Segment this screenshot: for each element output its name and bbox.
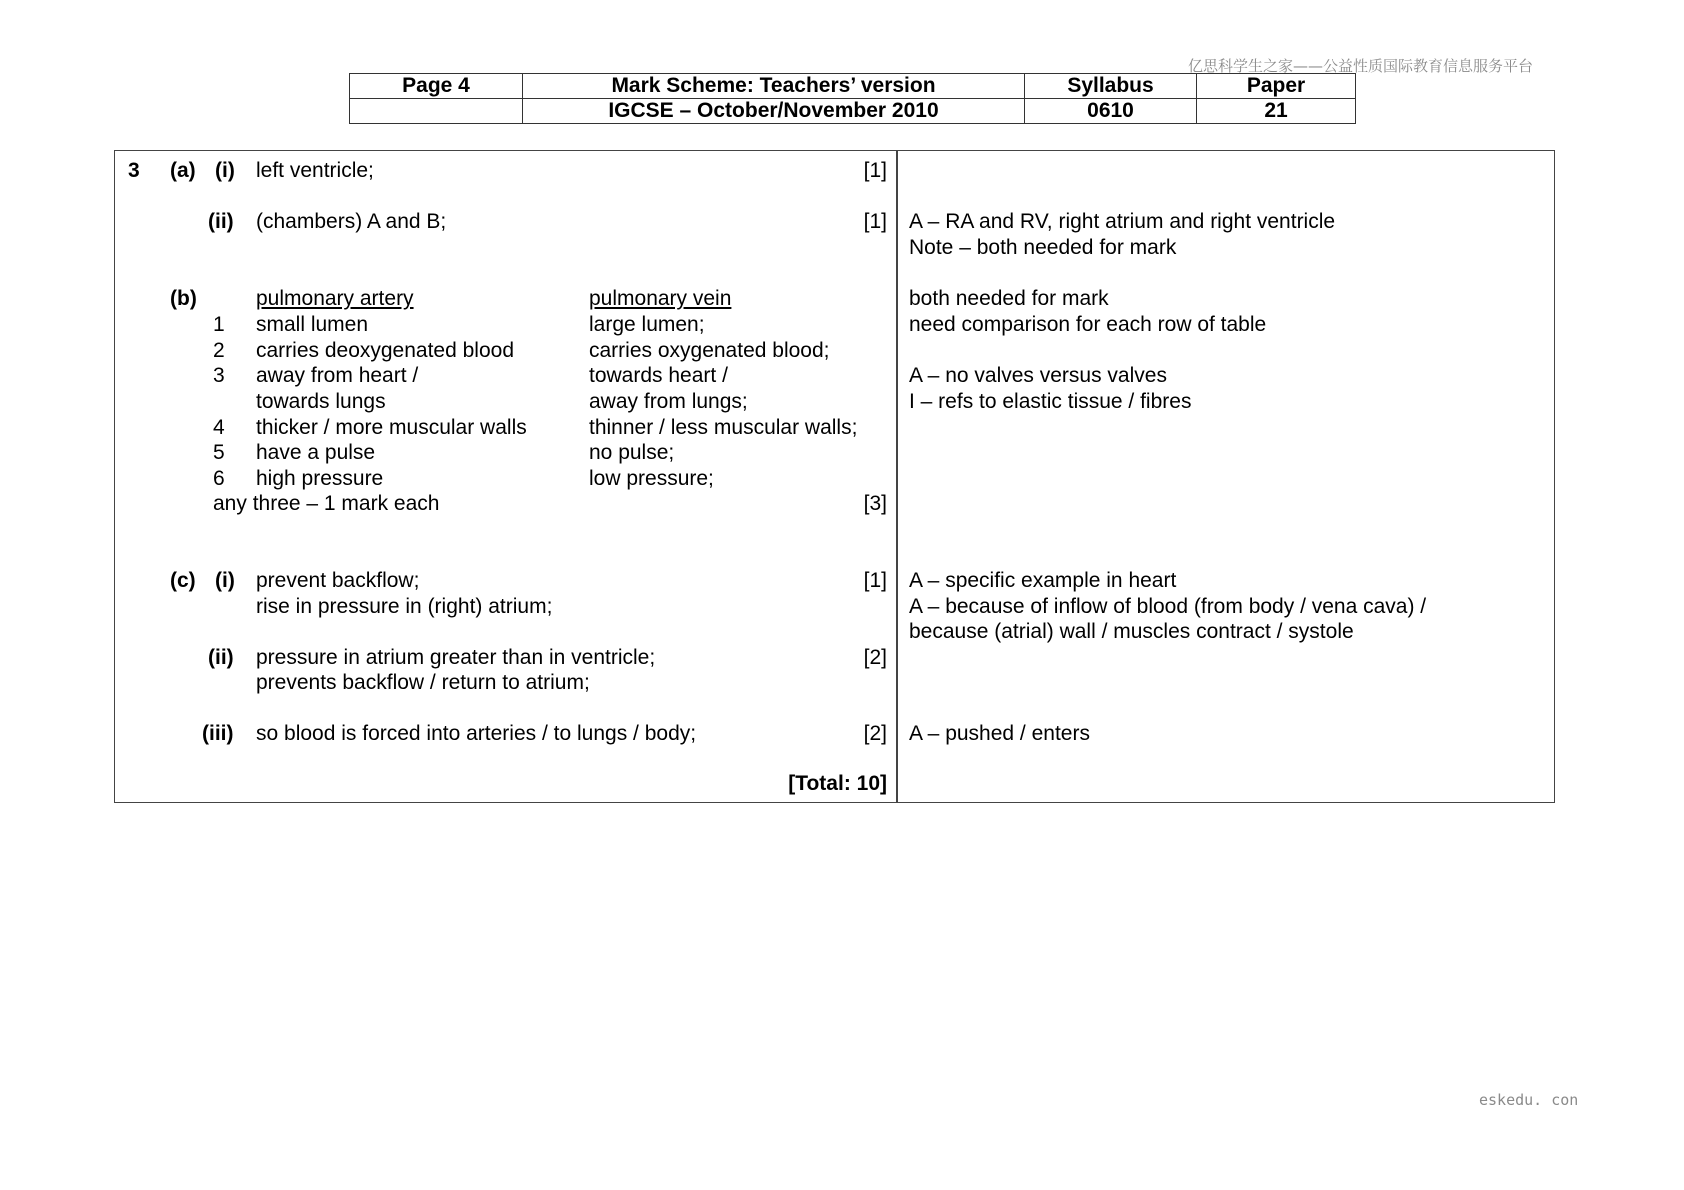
answer-text: pressure in atrium greater than in ventricle; <box>256 646 656 669</box>
artery-feature: carries deoxygenated blood <box>256 339 515 362</box>
mark-scheme-table <box>114 150 1555 803</box>
answer-text: rise in pressure in (right) atrium; <box>256 595 553 618</box>
paper-label: Paper <box>1197 74 1356 99</box>
part-label: (b) <box>170 287 197 310</box>
answer-text: so blood is forced into arteries / to lungs / body; <box>256 722 697 745</box>
guidance-note: Note – both needed for mark <box>909 236 1177 259</box>
mark-allocation: [2] <box>863 722 887 745</box>
mark-allocation: [1] <box>863 569 887 592</box>
header-table <box>349 73 1356 124</box>
vein-feature: towards heart / <box>589 364 728 387</box>
footer-watermark: eskedu. con <box>1479 1091 1579 1109</box>
subpart-label: (ii) <box>208 646 234 669</box>
guidance-note: both needed for mark <box>909 287 1109 310</box>
mark-allocation: [1] <box>863 159 887 182</box>
row-number: 2 <box>213 339 225 362</box>
row-number: 5 <box>213 441 225 464</box>
artery-feature: high pressure <box>256 467 384 490</box>
watermark: 亿思科学生之家——公益性质国际教育信息服务平台 <box>1188 57 1534 75</box>
mark-allocation: [1] <box>863 210 887 233</box>
row-number: 4 <box>213 416 225 439</box>
guidance-note: I – refs to elastic tissue / fibres <box>909 390 1192 413</box>
header-row <box>350 99 1356 124</box>
table-column-header: pulmonary artery <box>256 287 414 310</box>
vein-feature: low pressure; <box>589 467 714 490</box>
syllabus-label: Syllabus <box>1025 74 1197 99</box>
guidance-note: need comparison for each row of table <box>909 313 1267 336</box>
paper-number: 21 <box>1197 99 1356 124</box>
artery-feature: small lumen <box>256 313 369 336</box>
artery-feature: towards lungs <box>256 390 386 413</box>
subpart-label: (iii) <box>202 722 234 745</box>
answer-instruction: any three – 1 mark each <box>213 492 440 515</box>
row-number: 3 <box>213 364 225 387</box>
guidance-note: A – no valves versus valves <box>909 364 1167 387</box>
answer-text: (chambers) A and B; <box>256 210 447 233</box>
guidance-note: A – pushed / enters <box>909 722 1090 745</box>
table-column-header: pulmonary vein <box>589 287 732 310</box>
answer-text: prevent backflow; <box>256 569 420 592</box>
artery-feature: away from heart / <box>256 364 419 387</box>
vein-feature: large lumen; <box>589 313 705 336</box>
vein-feature: away from lungs; <box>589 390 748 413</box>
artery-feature: have a pulse <box>256 441 376 464</box>
mark-allocation: [3] <box>863 492 887 515</box>
document-title: Mark Scheme: Teachers’ version <box>523 74 1025 99</box>
row-number: 1 <box>213 313 225 336</box>
vein-feature: no pulse; <box>589 441 675 464</box>
row-number: 6 <box>213 467 225 490</box>
guidance-note: A – specific example in heart <box>909 569 1177 592</box>
header-row <box>350 74 1356 99</box>
guidance-note: A – RA and RV, right atrium and right ventricle <box>909 210 1336 233</box>
empty-cell <box>350 99 523 124</box>
guidance-note: because (atrial) wall / muscles contract / systole <box>909 620 1354 643</box>
question-number: 3 <box>128 159 140 182</box>
artery-feature: thicker / more muscular walls <box>256 416 527 439</box>
part-label: (c) <box>170 569 196 592</box>
vein-feature: thinner / less muscular walls; <box>589 416 858 439</box>
subpart-label: (i) <box>215 569 235 592</box>
mark-allocation: [2] <box>863 646 887 669</box>
total-marks: [Total: 10] <box>788 772 887 795</box>
answer-text: prevents backflow / return to atrium; <box>256 671 590 694</box>
subpart-label: (i) <box>215 159 235 182</box>
syllabus-code: 0610 <box>1025 99 1197 124</box>
exam-session: IGCSE – October/November 2010 <box>523 99 1025 124</box>
part-label: (a) <box>170 159 196 182</box>
page-number: Page 4 <box>350 74 523 99</box>
subpart-label: (ii) <box>208 210 234 233</box>
column-divider <box>896 151 898 802</box>
guidance-note: A – because of inflow of blood (from body / vena cava) / <box>909 595 1427 618</box>
answer-text: left ventricle; <box>256 159 374 182</box>
vein-feature: carries oxygenated blood; <box>589 339 830 362</box>
